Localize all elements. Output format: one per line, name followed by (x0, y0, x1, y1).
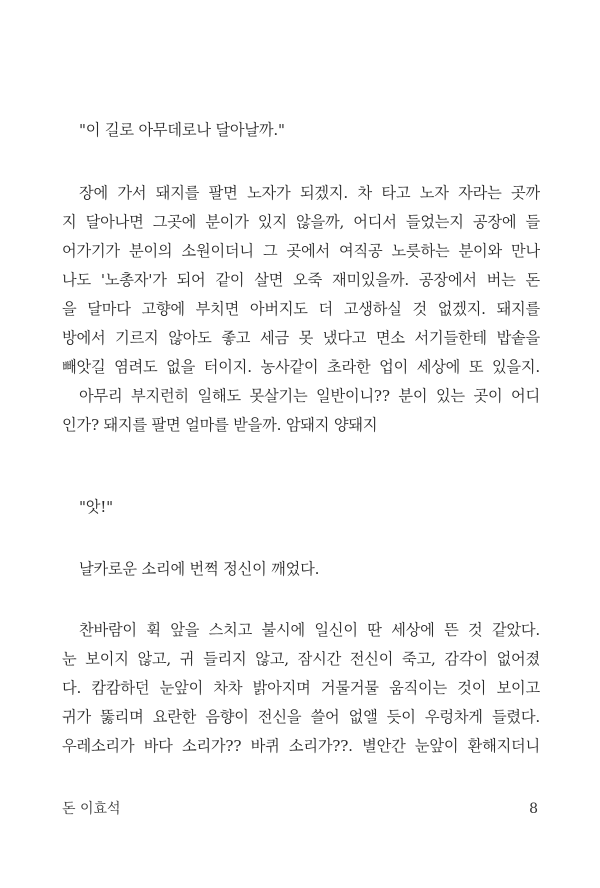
text-line-dialogue-1: "이 길로 아무데로나 달아날까." (79, 121, 285, 139)
page-number: 8 (529, 801, 538, 817)
text-line: 날카로운 소리에 번쩍 정신이 깨었다. (79, 560, 320, 578)
text-line: 빼앗길 염려도 없을 터이지. 농사같이 초라한 업이 세상에 또 있을지. (62, 358, 540, 376)
text-line: 인가? 돼지를 팔면 얼마를 받을까. 암돼지 양돼지 (62, 416, 378, 434)
text-line: 찬바람이 휙 앞을 스치고 불시에 일신이 딴 세상에 뜬 것 같았다. (79, 621, 540, 639)
text-line-dialogue-2: "앗!" (79, 498, 113, 516)
text-line: 을 달마다 고향에 부치면 아버지도 더 고생하실 것 없겠지. 돼지를 (62, 300, 540, 318)
text-line: 지 달아나면 그곳에 분이가 있지 않을까, 어디서 들었는지 공장에 들 (62, 213, 540, 231)
text-line: 어가기가 분이의 소원이더니 그 곳에서 여직공 노릇하는 분이와 만나 (62, 242, 540, 260)
text-line: 귀가 뚫리며 요란한 음향이 전신을 쓸어 없앨 듯이 우렁차게 들렸다. (62, 708, 540, 726)
text-line: 우레소리가 바다 소리가?? 바퀴 소리가??. 별안간 눈앞이 환해지더니 (62, 737, 540, 755)
text-line: 아무리 부지런히 일해도 못살기는 일반이니?? 분이 있는 곳이 어디 (79, 387, 540, 405)
text-line: 나도 '노총자'가 되어 같이 살면 오죽 재미있을까. 공장에서 버는 돈 (62, 271, 540, 289)
text-line: 눈 보이지 않고, 귀 들리지 않고, 잠시간 전신이 죽고, 감각이 없어졌 (62, 650, 540, 668)
text-line: 다. 캄캄하던 눈앞이 차차 밝아지며 거물거물 움직이는 것이 보이고 (62, 679, 540, 697)
footer-book-title: 돈 이효석 (62, 801, 121, 817)
text-line: 방에서 기르지 않아도 좋고 세금 못 냈다고 면소 서기들한테 밥솥을 (62, 329, 540, 347)
text-line: 장에 가서 돼지를 팔면 노자가 되겠지. 차 타고 노자 자라는 곳까 (79, 184, 540, 202)
